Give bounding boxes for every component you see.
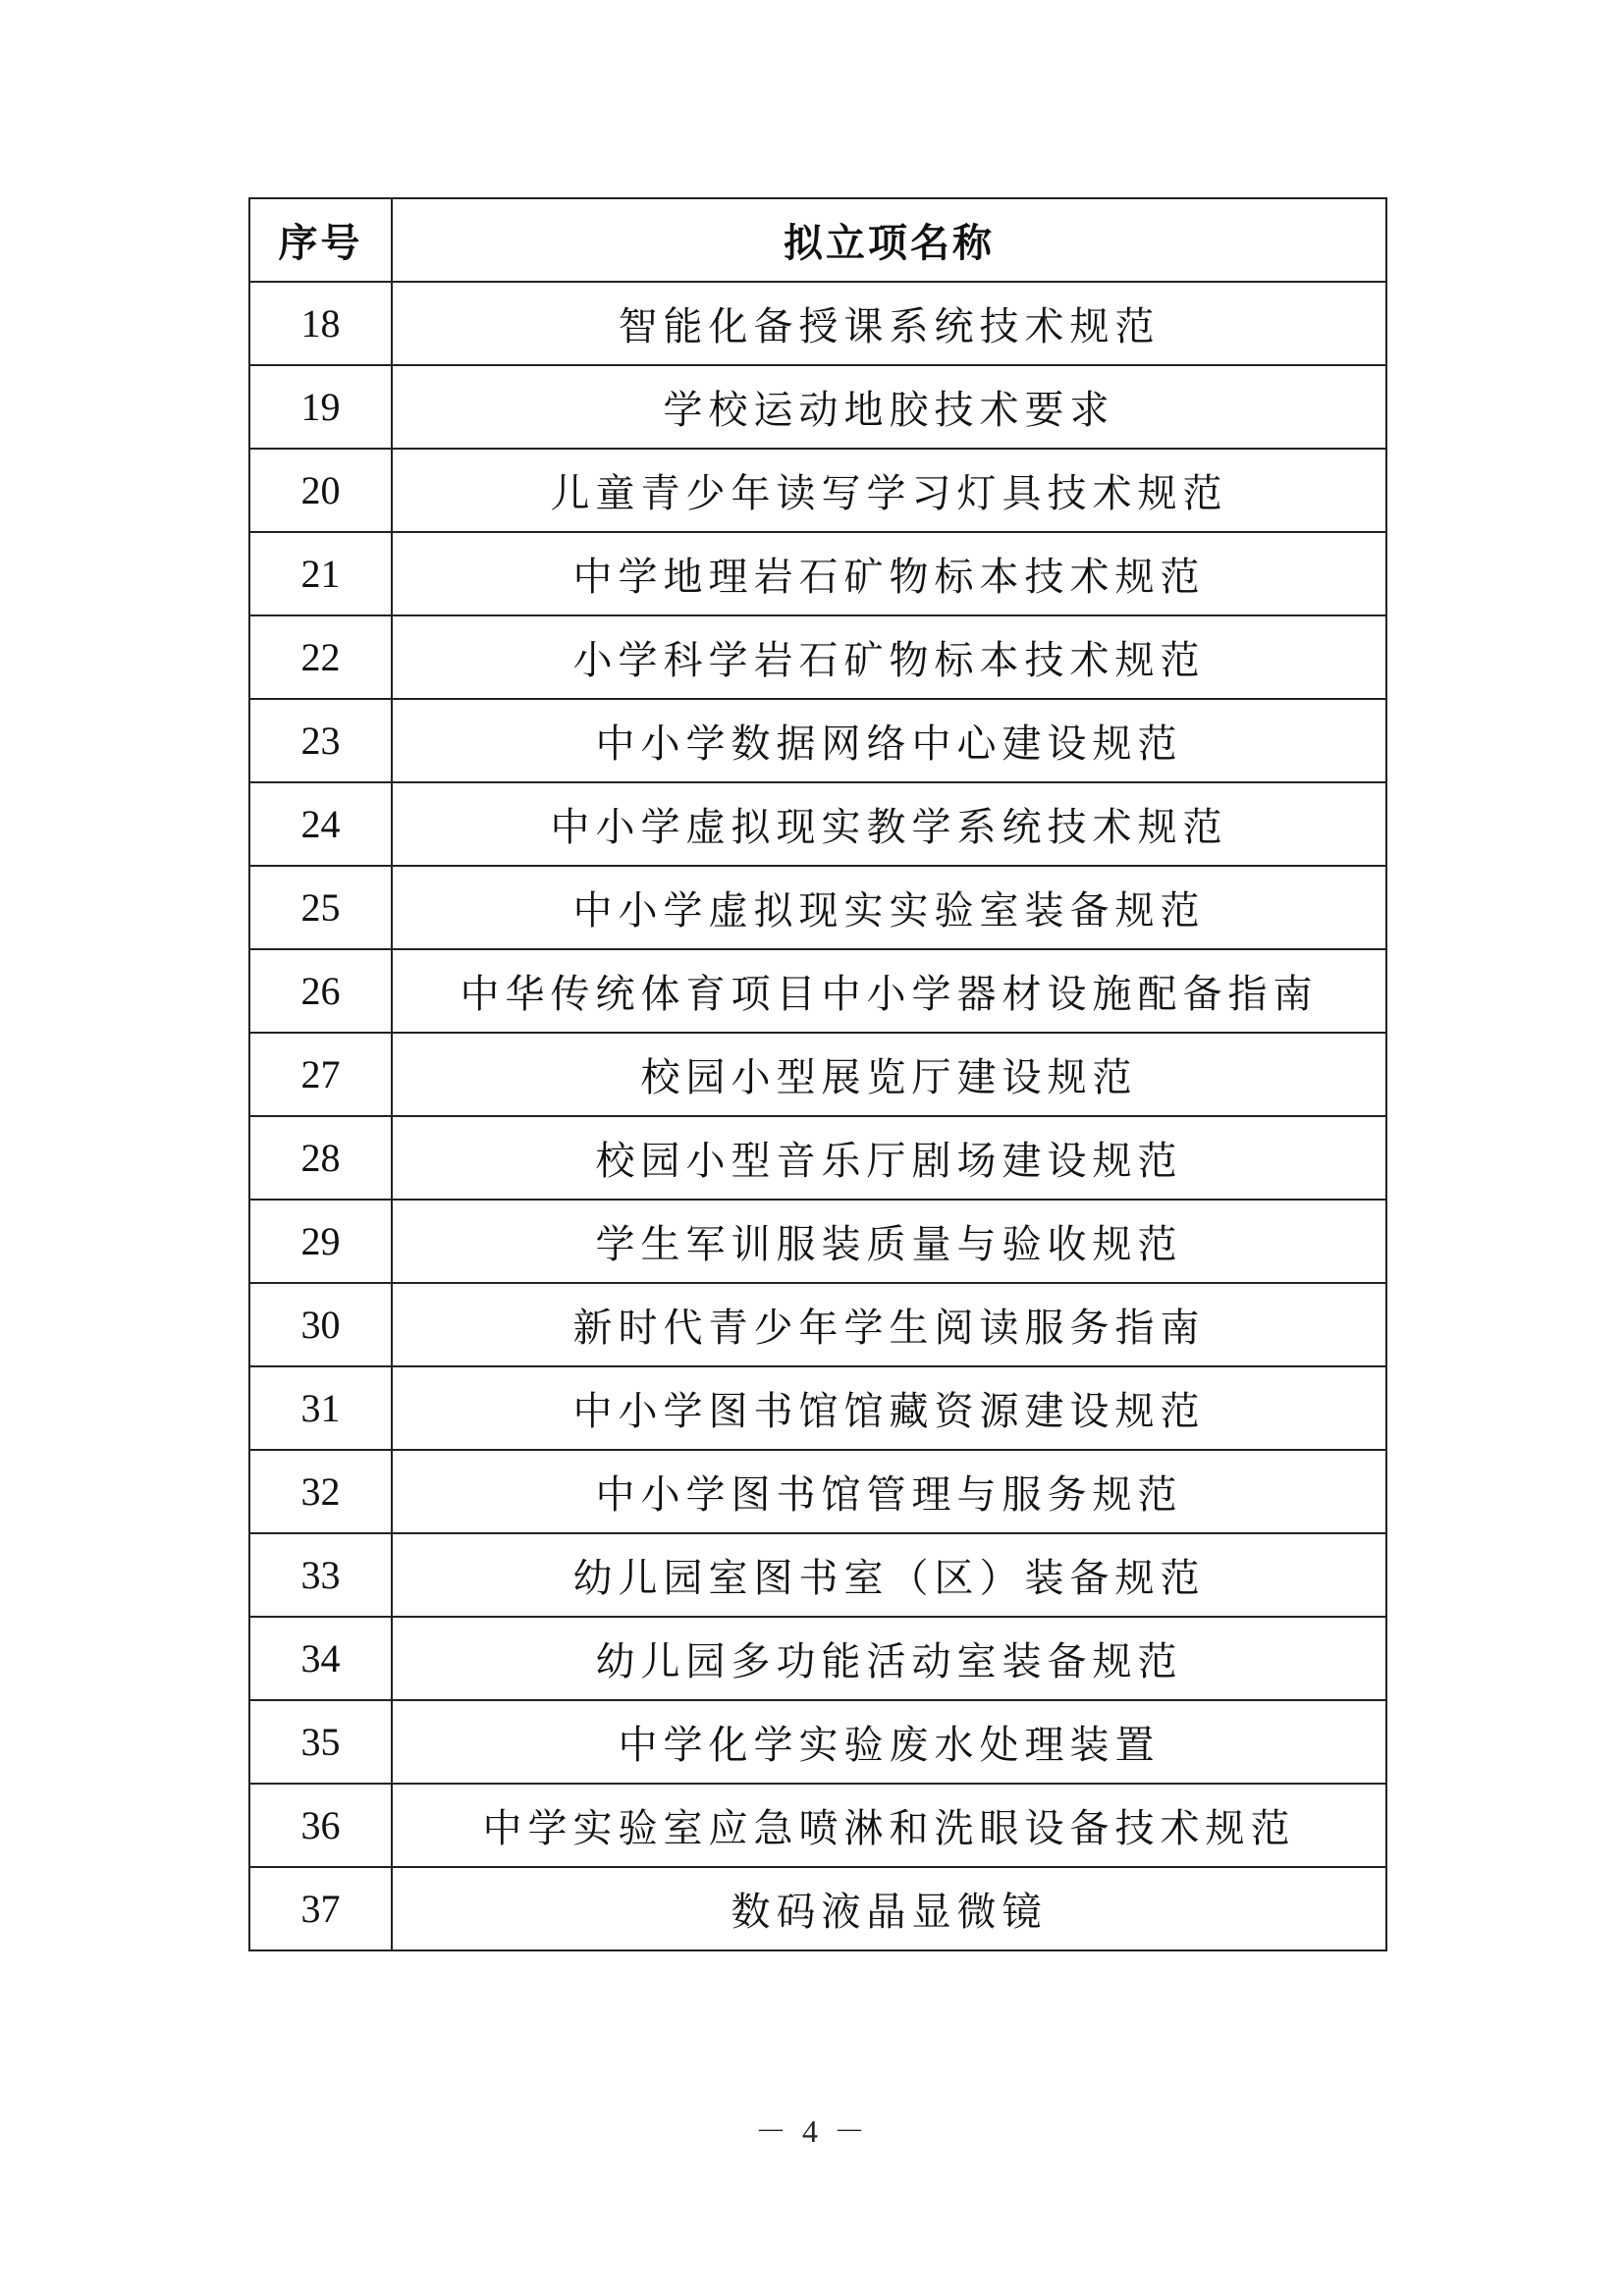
row-project-name: 小学科学岩石矿物标本技术规范	[392, 615, 1386, 699]
table-row	[249, 365, 1386, 449]
row-index: 20	[249, 449, 392, 532]
row-project-name: 中学化学实验废水处理装置	[392, 1700, 1386, 1784]
row-index: 19	[249, 365, 392, 449]
row-project-name: 智能化备授课系统技术规范	[392, 282, 1386, 365]
row-index: 23	[249, 699, 392, 782]
row-project-name: 中学实验室应急喷淋和洗眼设备技术规范	[392, 1784, 1386, 1867]
row-index: 30	[249, 1283, 392, 1366]
row-index: 32	[249, 1450, 392, 1533]
header-name: 拟立项名称	[392, 198, 1386, 282]
table-row	[249, 282, 1386, 365]
table-row	[249, 1617, 1386, 1700]
table-row	[249, 1533, 1386, 1617]
row-project-name: 学生军训服装质量与验收规范	[392, 1200, 1386, 1283]
row-project-name: 中小学图书馆馆藏资源建设规范	[392, 1366, 1386, 1450]
row-project-name: 中小学虚拟现实教学系统技术规范	[392, 782, 1386, 866]
row-index: 35	[249, 1700, 392, 1784]
table-row	[249, 866, 1386, 949]
table-row	[249, 1450, 1386, 1533]
table-row	[249, 1116, 1386, 1200]
row-index: 36	[249, 1784, 392, 1867]
table-body	[249, 282, 1386, 1950]
header-index: 序号	[249, 198, 392, 282]
table-row	[249, 1867, 1386, 1950]
table-row	[249, 782, 1386, 866]
project-table	[248, 197, 1387, 1951]
row-project-name: 新时代青少年学生阅读服务指南	[392, 1283, 1386, 1366]
table-row	[249, 699, 1386, 782]
row-index: 22	[249, 615, 392, 699]
row-index: 26	[249, 949, 392, 1033]
table-row	[249, 532, 1386, 615]
row-index: 29	[249, 1200, 392, 1283]
row-project-name: 幼儿园室图书室（区）装备规范	[392, 1533, 1386, 1617]
table-row	[249, 1033, 1386, 1116]
table-row	[249, 615, 1386, 699]
row-index: 21	[249, 532, 392, 615]
row-project-name: 中小学图书馆管理与服务规范	[392, 1450, 1386, 1533]
row-project-name: 数码液晶显微镜	[392, 1867, 1386, 1950]
page-number: － 4 －	[754, 2113, 869, 2149]
table-row	[249, 949, 1386, 1033]
table-row	[249, 1366, 1386, 1450]
row-project-name: 中华传统体育项目中小学器材设施配备指南	[392, 949, 1386, 1033]
table-row	[249, 449, 1386, 532]
row-index: 27	[249, 1033, 392, 1116]
table-row	[249, 1784, 1386, 1867]
row-project-name: 学校运动地胶技术要求	[392, 365, 1386, 449]
row-index: 28	[249, 1116, 392, 1200]
row-project-name: 校园小型音乐厅剧场建设规范	[392, 1116, 1386, 1200]
row-index: 25	[249, 866, 392, 949]
row-project-name: 校园小型展览厅建设规范	[392, 1033, 1386, 1116]
row-project-name: 中小学虚拟现实实验室装备规范	[392, 866, 1386, 949]
row-index: 37	[249, 1867, 392, 1950]
row-index: 34	[249, 1617, 392, 1700]
table-row	[249, 1200, 1386, 1283]
row-project-name: 中学地理岩石矿物标本技术规范	[392, 532, 1386, 615]
row-index: 18	[249, 282, 392, 365]
table-row	[249, 1283, 1386, 1366]
row-project-name: 幼儿园多功能活动室装备规范	[392, 1617, 1386, 1700]
row-project-name: 儿童青少年读写学习灯具技术规范	[392, 449, 1386, 532]
row-index: 31	[249, 1366, 392, 1450]
row-project-name: 中小学数据网络中心建设规范	[392, 699, 1386, 782]
table-header-row	[249, 198, 1386, 282]
row-index: 24	[249, 782, 392, 866]
row-index: 33	[249, 1533, 392, 1617]
table-row	[249, 1700, 1386, 1784]
